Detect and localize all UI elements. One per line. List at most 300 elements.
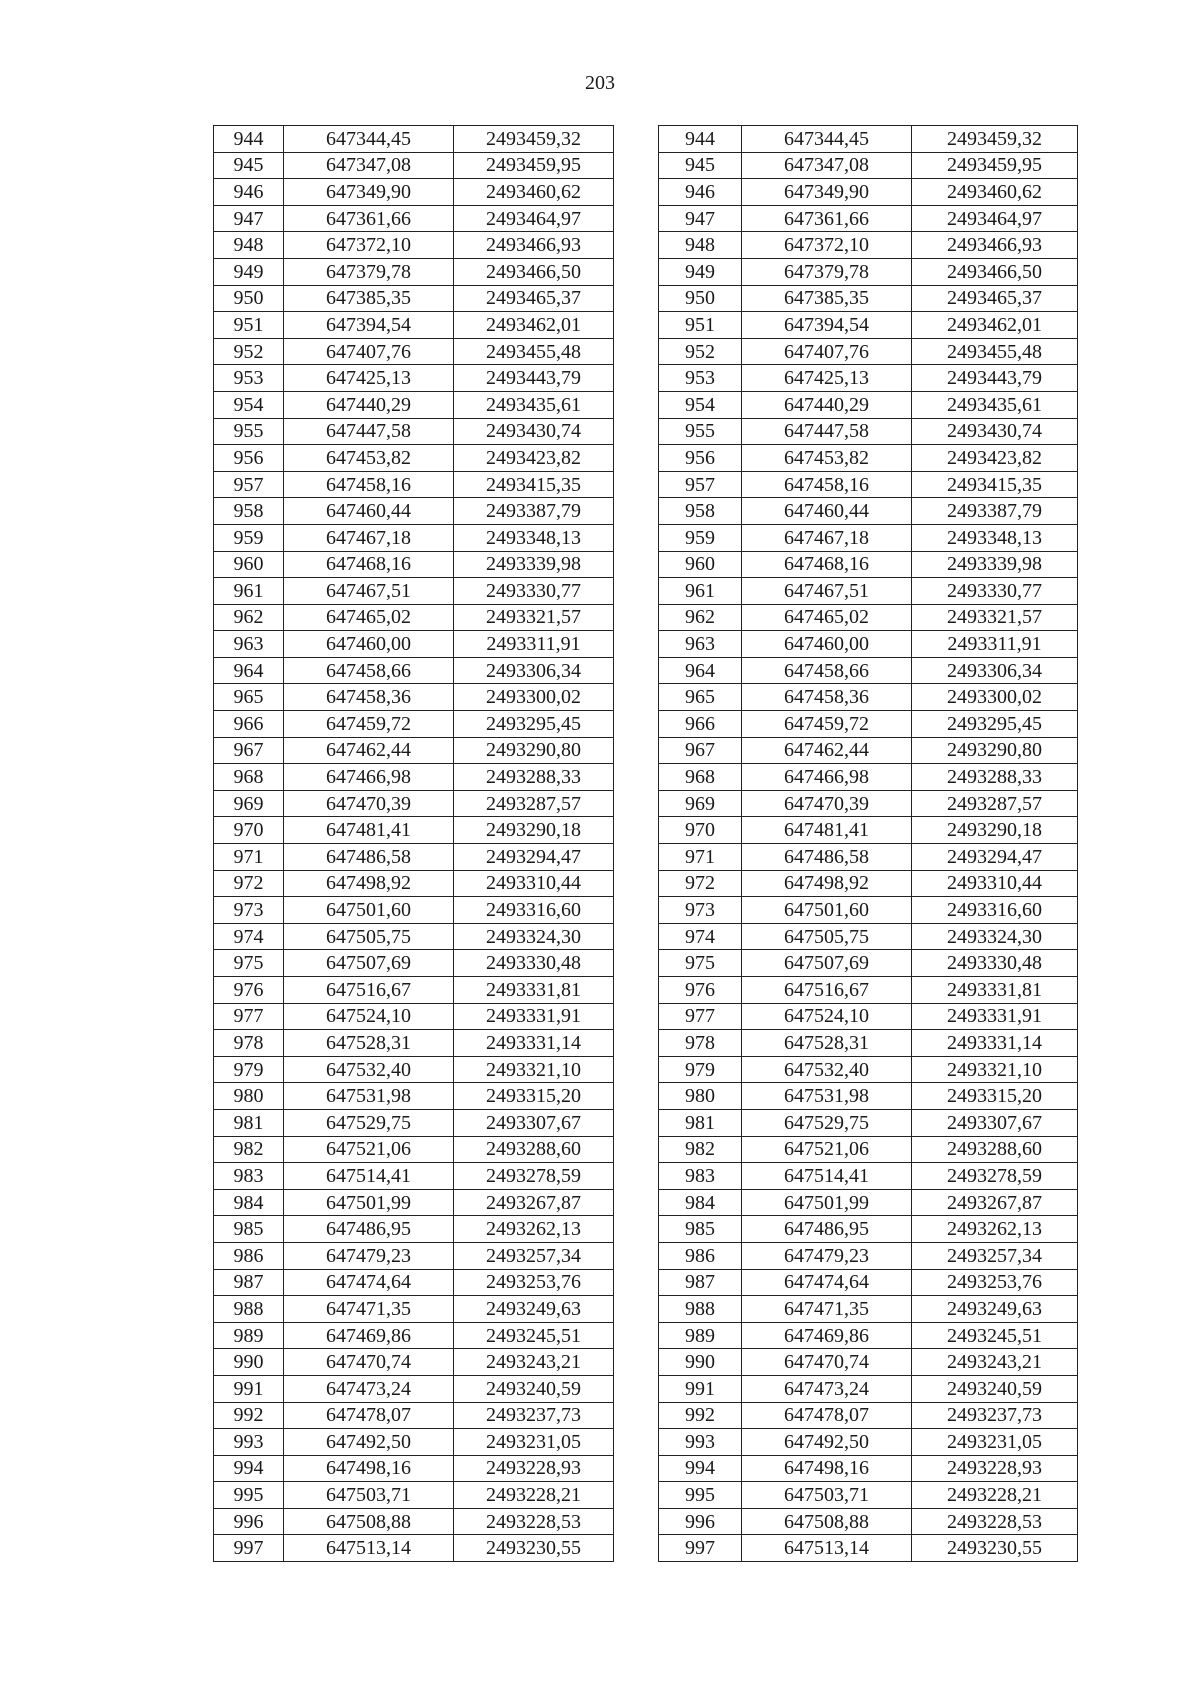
table-row: [214, 711, 1078, 738]
point-number-cell: 992: [214, 1402, 284, 1429]
x-coordinate-cell: 647470,74: [284, 1349, 454, 1376]
x-coordinate-cell: 647516,67: [284, 977, 454, 1004]
table-row: [214, 1003, 1078, 1030]
point-number-cell: 989: [214, 1322, 284, 1349]
x-coordinate-cell: 647465,02: [742, 604, 912, 631]
x-coordinate-cell: 647467,18: [742, 524, 912, 551]
table-row: [214, 205, 1078, 232]
y-coordinate-cell: 2493464,97: [912, 205, 1078, 232]
x-coordinate-cell: 647471,35: [284, 1296, 454, 1323]
y-coordinate-cell: 2493466,93: [454, 232, 614, 259]
x-coordinate-cell: 647447,58: [284, 418, 454, 445]
coordinates-table-body: [214, 126, 1078, 1562]
y-coordinate-cell: 2493257,34: [912, 1242, 1078, 1269]
point-number-cell: 986: [659, 1242, 742, 1269]
x-coordinate-cell: 647459,72: [284, 711, 454, 738]
table-row: [214, 1375, 1078, 1402]
point-number-cell: 991: [214, 1375, 284, 1402]
point-number-cell: 982: [214, 1136, 284, 1163]
y-coordinate-cell: 2493294,47: [454, 844, 614, 871]
y-coordinate-cell: 2493321,10: [912, 1056, 1078, 1083]
y-coordinate-cell: 2493321,57: [454, 604, 614, 631]
y-coordinate-cell: 2493311,91: [454, 631, 614, 658]
gap-cell: [614, 498, 659, 525]
y-coordinate-cell: 2493348,13: [454, 524, 614, 551]
x-coordinate-cell: 647379,78: [284, 258, 454, 285]
point-number-cell: 963: [214, 631, 284, 658]
point-number-cell: 994: [659, 1455, 742, 1482]
point-number-cell: 961: [659, 578, 742, 605]
y-coordinate-cell: 2493228,21: [912, 1482, 1078, 1509]
point-number-cell: 996: [214, 1508, 284, 1535]
gap-cell: [614, 365, 659, 392]
x-coordinate-cell: 647467,51: [284, 578, 454, 605]
x-coordinate-cell: 647479,23: [284, 1242, 454, 1269]
y-coordinate-cell: 2493288,33: [912, 764, 1078, 791]
y-coordinate-cell: 2493387,79: [454, 498, 614, 525]
x-coordinate-cell: 647529,75: [284, 1109, 454, 1136]
point-number-cell: 979: [214, 1056, 284, 1083]
y-coordinate-cell: 2493306,34: [454, 657, 614, 684]
y-coordinate-cell: 2493331,81: [454, 977, 614, 1004]
table-row: [214, 1242, 1078, 1269]
y-coordinate-cell: 2493230,55: [912, 1535, 1078, 1562]
point-number-cell: 993: [214, 1429, 284, 1456]
point-number-cell: 951: [659, 312, 742, 339]
point-number-cell: 950: [214, 285, 284, 312]
y-coordinate-cell: 2493462,01: [912, 312, 1078, 339]
y-coordinate-cell: 2493290,80: [912, 737, 1078, 764]
gap-cell: [614, 1455, 659, 1482]
y-coordinate-cell: 2493249,63: [454, 1296, 614, 1323]
x-coordinate-cell: 647468,16: [742, 551, 912, 578]
y-coordinate-cell: 2493253,76: [912, 1269, 1078, 1296]
y-coordinate-cell: 2493267,87: [454, 1189, 614, 1216]
y-coordinate-cell: 2493243,21: [454, 1349, 614, 1376]
point-number-cell: 949: [214, 258, 284, 285]
x-coordinate-cell: 647467,18: [284, 524, 454, 551]
gap-cell: [614, 1216, 659, 1243]
x-coordinate-cell: 647458,36: [284, 684, 454, 711]
point-number-cell: 963: [659, 631, 742, 658]
gap-cell: [614, 445, 659, 472]
gap-cell: [614, 1242, 659, 1269]
point-number-cell: 945: [214, 152, 284, 179]
table-row: [214, 312, 1078, 339]
y-coordinate-cell: 2493262,13: [454, 1216, 614, 1243]
point-number-cell: 944: [659, 126, 742, 153]
y-coordinate-cell: 2493339,98: [912, 551, 1078, 578]
point-number-cell: 961: [214, 578, 284, 605]
table-row: [214, 1163, 1078, 1190]
table-row: [214, 152, 1078, 179]
point-number-cell: 969: [214, 790, 284, 817]
gap-cell: [614, 1189, 659, 1216]
gap-cell: [614, 923, 659, 950]
point-number-cell: 966: [659, 711, 742, 738]
y-coordinate-cell: 2493331,81: [912, 977, 1078, 1004]
gap-cell: [614, 1349, 659, 1376]
gap-cell: [614, 524, 659, 551]
x-coordinate-cell: 647531,98: [742, 1083, 912, 1110]
x-coordinate-cell: 647503,71: [742, 1482, 912, 1509]
x-coordinate-cell: 647460,44: [742, 498, 912, 525]
y-coordinate-cell: 2493330,48: [454, 950, 614, 977]
y-coordinate-cell: 2493459,95: [912, 152, 1078, 179]
table-row: [214, 684, 1078, 711]
x-coordinate-cell: 647513,14: [742, 1535, 912, 1562]
x-coordinate-cell: 647394,54: [742, 312, 912, 339]
table-row: [214, 1535, 1078, 1562]
y-coordinate-cell: 2493249,63: [912, 1296, 1078, 1323]
table-row: [214, 1296, 1078, 1323]
x-coordinate-cell: 647344,45: [742, 126, 912, 153]
table-row: [214, 418, 1078, 445]
table-row: [214, 977, 1078, 1004]
x-coordinate-cell: 647508,88: [284, 1508, 454, 1535]
table-row: [214, 445, 1078, 472]
table-row: [214, 737, 1078, 764]
gap-cell: [614, 126, 659, 153]
y-coordinate-cell: 2493464,97: [454, 205, 614, 232]
point-number-cell: 987: [214, 1269, 284, 1296]
table-row: [214, 179, 1078, 206]
point-number-cell: 969: [659, 790, 742, 817]
table-row: [214, 1322, 1078, 1349]
y-coordinate-cell: 2493257,34: [454, 1242, 614, 1269]
x-coordinate-cell: 647469,86: [284, 1322, 454, 1349]
y-coordinate-cell: 2493240,59: [454, 1375, 614, 1402]
y-coordinate-cell: 2493290,18: [454, 817, 614, 844]
gap-cell: [614, 312, 659, 339]
table-row: [214, 790, 1078, 817]
table-row: [214, 870, 1078, 897]
point-number-cell: 976: [214, 977, 284, 1004]
x-coordinate-cell: 647508,88: [742, 1508, 912, 1535]
point-number-cell: 968: [214, 764, 284, 791]
x-coordinate-cell: 647453,82: [284, 445, 454, 472]
y-coordinate-cell: 2493459,32: [912, 126, 1078, 153]
point-number-cell: 959: [659, 524, 742, 551]
point-number-cell: 992: [659, 1402, 742, 1429]
point-number-cell: 953: [659, 365, 742, 392]
y-coordinate-cell: 2493459,32: [454, 126, 614, 153]
y-coordinate-cell: 2493228,53: [454, 1508, 614, 1535]
x-coordinate-cell: 647372,10: [742, 232, 912, 259]
point-number-cell: 952: [659, 338, 742, 365]
point-number-cell: 981: [659, 1109, 742, 1136]
y-coordinate-cell: 2493435,61: [912, 391, 1078, 418]
point-number-cell: 995: [214, 1482, 284, 1509]
y-coordinate-cell: 2493290,80: [454, 737, 614, 764]
x-coordinate-cell: 647447,58: [742, 418, 912, 445]
y-coordinate-cell: 2493331,91: [912, 1003, 1078, 1030]
point-number-cell: 951: [214, 312, 284, 339]
point-number-cell: 948: [214, 232, 284, 259]
x-coordinate-cell: 647379,78: [742, 258, 912, 285]
y-coordinate-cell: 2493288,33: [454, 764, 614, 791]
x-coordinate-cell: 647407,76: [742, 338, 912, 365]
gap-cell: [614, 391, 659, 418]
y-coordinate-cell: 2493423,82: [454, 445, 614, 472]
point-number-cell: 990: [659, 1349, 742, 1376]
y-coordinate-cell: 2493228,21: [454, 1482, 614, 1509]
point-number-cell: 960: [659, 551, 742, 578]
table-row: [214, 1429, 1078, 1456]
x-coordinate-cell: 647501,99: [742, 1189, 912, 1216]
table-row: [214, 391, 1078, 418]
x-coordinate-cell: 647440,29: [742, 391, 912, 418]
gap-cell: [614, 631, 659, 658]
gap-cell: [614, 205, 659, 232]
y-coordinate-cell: 2493466,50: [912, 258, 1078, 285]
point-number-cell: 990: [214, 1349, 284, 1376]
point-number-cell: 982: [659, 1136, 742, 1163]
point-number-cell: 948: [659, 232, 742, 259]
x-coordinate-cell: 647372,10: [284, 232, 454, 259]
x-coordinate-cell: 647507,69: [284, 950, 454, 977]
x-coordinate-cell: 647440,29: [284, 391, 454, 418]
y-coordinate-cell: 2493443,79: [912, 365, 1078, 392]
x-coordinate-cell: 647532,40: [742, 1056, 912, 1083]
point-number-cell: 972: [659, 870, 742, 897]
x-coordinate-cell: 647524,10: [742, 1003, 912, 1030]
point-number-cell: 980: [214, 1083, 284, 1110]
y-coordinate-cell: 2493288,60: [912, 1136, 1078, 1163]
table-row: [214, 1482, 1078, 1509]
point-number-cell: 949: [659, 258, 742, 285]
point-number-cell: 988: [659, 1296, 742, 1323]
x-coordinate-cell: 647481,41: [742, 817, 912, 844]
point-number-cell: 985: [214, 1216, 284, 1243]
point-number-cell: 996: [659, 1508, 742, 1535]
point-number-cell: 975: [214, 950, 284, 977]
point-number-cell: 954: [659, 391, 742, 418]
x-coordinate-cell: 647470,74: [742, 1349, 912, 1376]
point-number-cell: 953: [214, 365, 284, 392]
gap-cell: [614, 1083, 659, 1110]
gap-cell: [614, 897, 659, 924]
y-coordinate-cell: 2493466,50: [454, 258, 614, 285]
point-number-cell: 956: [214, 445, 284, 472]
point-number-cell: 968: [659, 764, 742, 791]
point-number-cell: 965: [214, 684, 284, 711]
gap-cell: [614, 1003, 659, 1030]
coordinates-table: [213, 125, 1078, 1562]
x-coordinate-cell: 647347,08: [742, 152, 912, 179]
table-row: [214, 1136, 1078, 1163]
x-coordinate-cell: 647486,58: [742, 844, 912, 871]
point-number-cell: 944: [214, 126, 284, 153]
y-coordinate-cell: 2493307,67: [912, 1109, 1078, 1136]
point-number-cell: 986: [214, 1242, 284, 1269]
point-number-cell: 967: [659, 737, 742, 764]
y-coordinate-cell: 2493288,60: [454, 1136, 614, 1163]
x-coordinate-cell: 647458,66: [742, 657, 912, 684]
point-number-cell: 978: [214, 1030, 284, 1057]
gap-cell: [614, 790, 659, 817]
point-number-cell: 964: [214, 657, 284, 684]
y-coordinate-cell: 2493315,20: [912, 1083, 1078, 1110]
y-coordinate-cell: 2493321,57: [912, 604, 1078, 631]
x-coordinate-cell: 647407,76: [284, 338, 454, 365]
x-coordinate-cell: 647479,23: [742, 1242, 912, 1269]
gap-cell: [614, 285, 659, 312]
y-coordinate-cell: 2493243,21: [912, 1349, 1078, 1376]
y-coordinate-cell: 2493387,79: [912, 498, 1078, 525]
point-number-cell: 991: [659, 1375, 742, 1402]
table-row: [214, 604, 1078, 631]
x-coordinate-cell: 647425,13: [284, 365, 454, 392]
x-coordinate-cell: 647361,66: [742, 205, 912, 232]
table-row: [214, 817, 1078, 844]
table-row: [214, 1455, 1078, 1482]
table-row: [214, 1083, 1078, 1110]
y-coordinate-cell: 2493310,44: [454, 870, 614, 897]
point-number-cell: 966: [214, 711, 284, 738]
y-coordinate-cell: 2493315,20: [454, 1083, 614, 1110]
gap-cell: [614, 737, 659, 764]
x-coordinate-cell: 647501,60: [284, 897, 454, 924]
x-coordinate-cell: 647524,10: [284, 1003, 454, 1030]
y-coordinate-cell: 2493466,93: [912, 232, 1078, 259]
y-coordinate-cell: 2493455,48: [454, 338, 614, 365]
y-coordinate-cell: 2493415,35: [454, 471, 614, 498]
y-coordinate-cell: 2493245,51: [912, 1322, 1078, 1349]
y-coordinate-cell: 2493278,59: [454, 1163, 614, 1190]
y-coordinate-cell: 2493231,05: [454, 1429, 614, 1456]
point-number-cell: 962: [659, 604, 742, 631]
x-coordinate-cell: 647528,31: [284, 1030, 454, 1057]
table-row: [214, 1056, 1078, 1083]
gap-cell: [614, 684, 659, 711]
point-number-cell: 967: [214, 737, 284, 764]
point-number-cell: 995: [659, 1482, 742, 1509]
point-number-cell: 965: [659, 684, 742, 711]
table-row: [214, 657, 1078, 684]
point-number-cell: 989: [659, 1322, 742, 1349]
y-coordinate-cell: 2493228,53: [912, 1508, 1078, 1535]
point-number-cell: 981: [214, 1109, 284, 1136]
gap-cell: [614, 870, 659, 897]
x-coordinate-cell: 647486,95: [284, 1216, 454, 1243]
point-number-cell: 984: [659, 1189, 742, 1216]
x-coordinate-cell: 647349,90: [742, 179, 912, 206]
gap-cell: [614, 950, 659, 977]
table-row: [214, 1109, 1078, 1136]
y-coordinate-cell: 2493455,48: [912, 338, 1078, 365]
point-number-cell: 983: [214, 1163, 284, 1190]
x-coordinate-cell: 647498,92: [284, 870, 454, 897]
x-coordinate-cell: 647513,14: [284, 1535, 454, 1562]
gap-cell: [614, 657, 659, 684]
x-coordinate-cell: 647507,69: [742, 950, 912, 977]
table-row: [214, 631, 1078, 658]
y-coordinate-cell: 2493460,62: [454, 179, 614, 206]
table-row: [214, 1402, 1078, 1429]
table-row: [214, 578, 1078, 605]
y-coordinate-cell: 2493294,47: [912, 844, 1078, 871]
table-row: [214, 764, 1078, 791]
table-row: [214, 551, 1078, 578]
point-number-cell: 958: [659, 498, 742, 525]
y-coordinate-cell: 2493228,93: [454, 1455, 614, 1482]
x-coordinate-cell: 647498,16: [742, 1455, 912, 1482]
y-coordinate-cell: 2493228,93: [912, 1455, 1078, 1482]
point-number-cell: 960: [214, 551, 284, 578]
gap-cell: [614, 1109, 659, 1136]
x-coordinate-cell: 647458,16: [742, 471, 912, 498]
y-coordinate-cell: 2493237,73: [912, 1402, 1078, 1429]
y-coordinate-cell: 2493316,60: [454, 897, 614, 924]
x-coordinate-cell: 647361,66: [284, 205, 454, 232]
y-coordinate-cell: 2493267,87: [912, 1189, 1078, 1216]
y-coordinate-cell: 2493435,61: [454, 391, 614, 418]
y-coordinate-cell: 2493307,67: [454, 1109, 614, 1136]
x-coordinate-cell: 647529,75: [742, 1109, 912, 1136]
x-coordinate-cell: 647458,66: [284, 657, 454, 684]
y-coordinate-cell: 2493290,18: [912, 817, 1078, 844]
y-coordinate-cell: 2493430,74: [454, 418, 614, 445]
gap-cell: [614, 711, 659, 738]
y-coordinate-cell: 2493253,76: [454, 1269, 614, 1296]
y-coordinate-cell: 2493443,79: [454, 365, 614, 392]
y-coordinate-cell: 2493423,82: [912, 445, 1078, 472]
x-coordinate-cell: 647460,44: [284, 498, 454, 525]
y-coordinate-cell: 2493331,91: [454, 1003, 614, 1030]
x-coordinate-cell: 647516,67: [742, 977, 912, 1004]
table-row: [214, 1030, 1078, 1057]
y-coordinate-cell: 2493459,95: [454, 152, 614, 179]
x-coordinate-cell: 647453,82: [742, 445, 912, 472]
point-number-cell: 976: [659, 977, 742, 1004]
table-row: [214, 950, 1078, 977]
y-coordinate-cell: 2493300,02: [912, 684, 1078, 711]
gap-cell: [614, 1296, 659, 1323]
gap-cell: [614, 1030, 659, 1057]
table-row: [214, 1508, 1078, 1535]
y-coordinate-cell: 2493295,45: [912, 711, 1078, 738]
gap-cell: [614, 1269, 659, 1296]
table-row: [214, 1269, 1078, 1296]
point-number-cell: 970: [214, 817, 284, 844]
x-coordinate-cell: 647459,72: [742, 711, 912, 738]
y-coordinate-cell: 2493287,57: [454, 790, 614, 817]
x-coordinate-cell: 647385,35: [742, 285, 912, 312]
x-coordinate-cell: 647385,35: [284, 285, 454, 312]
table-row: [214, 285, 1078, 312]
x-coordinate-cell: 647470,39: [284, 790, 454, 817]
point-number-cell: 947: [214, 205, 284, 232]
table-row: [214, 1216, 1078, 1243]
y-coordinate-cell: 2493262,13: [912, 1216, 1078, 1243]
point-number-cell: 985: [659, 1216, 742, 1243]
point-number-cell: 945: [659, 152, 742, 179]
x-coordinate-cell: 647474,64: [284, 1269, 454, 1296]
gap-cell: [614, 844, 659, 871]
x-coordinate-cell: 647478,07: [742, 1402, 912, 1429]
y-coordinate-cell: 2493330,48: [912, 950, 1078, 977]
gap-cell: [614, 1136, 659, 1163]
x-coordinate-cell: 647492,50: [742, 1429, 912, 1456]
point-number-cell: 955: [214, 418, 284, 445]
point-number-cell: 957: [659, 471, 742, 498]
x-coordinate-cell: 647492,50: [284, 1429, 454, 1456]
x-coordinate-cell: 647521,06: [284, 1136, 454, 1163]
point-number-cell: 950: [659, 285, 742, 312]
y-coordinate-cell: 2493240,59: [912, 1375, 1078, 1402]
x-coordinate-cell: 647505,75: [284, 923, 454, 950]
